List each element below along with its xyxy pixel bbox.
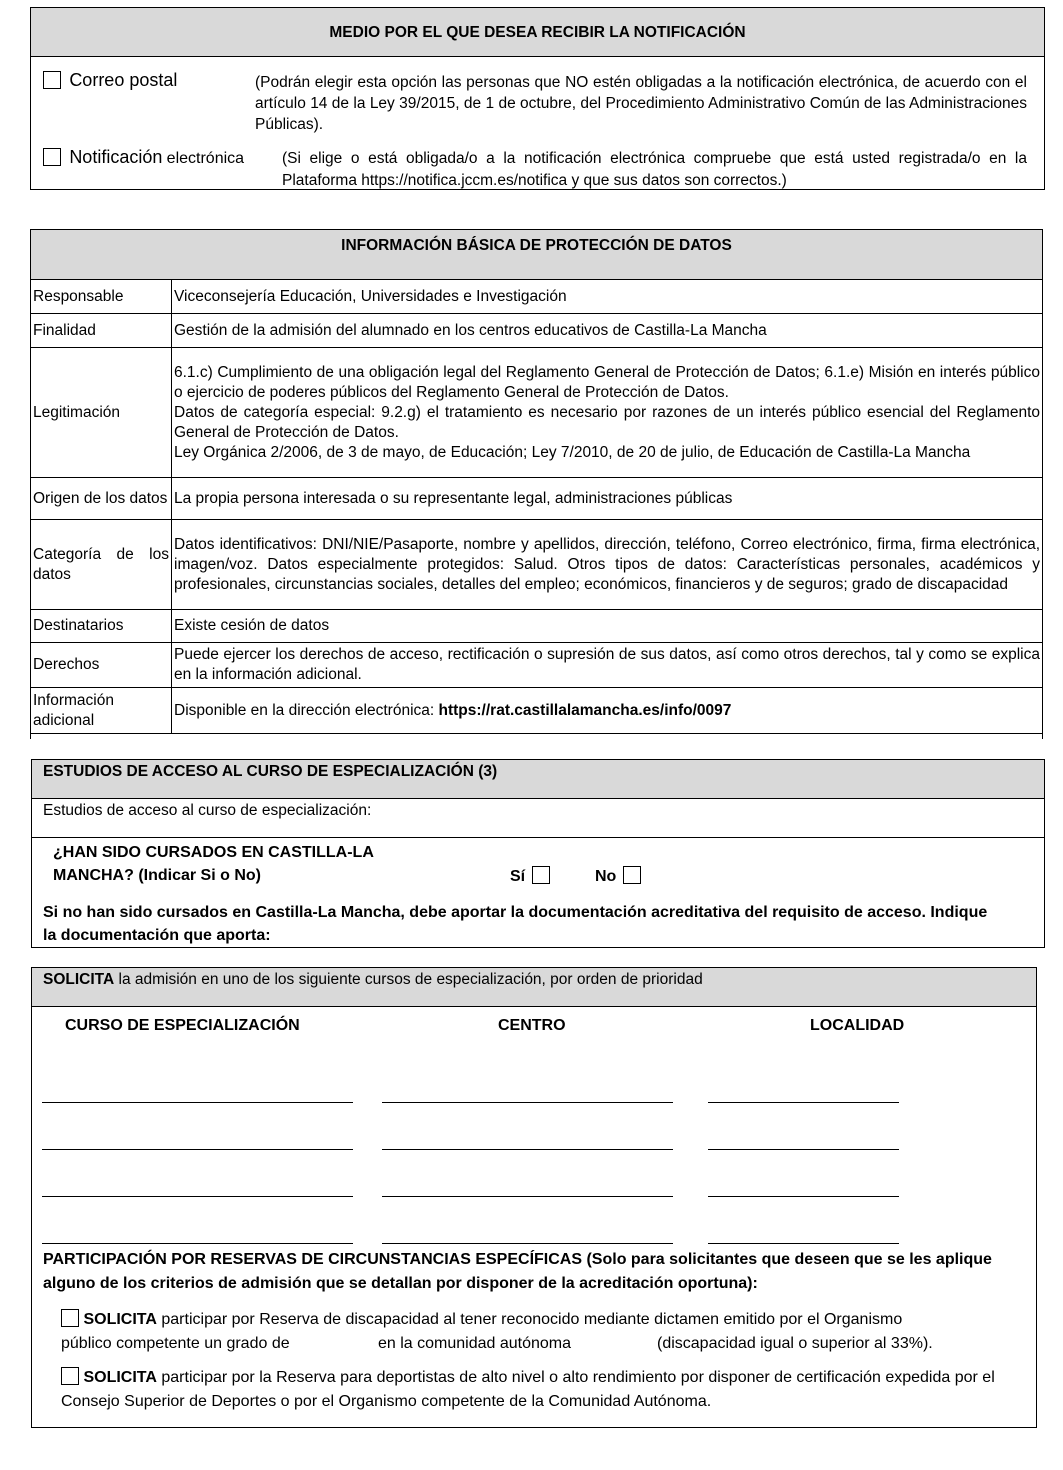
- notificacion-electronica-option[interactable]: [43, 147, 244, 168]
- table-row: [31, 314, 1043, 348]
- reserva-deportistas[interactable]: SOLICITA participar por la Reserva para deportistas de alto nivel o alto rendimiento por disponer de certificación expedida por el Consejo Superior de Deportes o por el Organismo competente de la Comunidad Autónoma.: [61, 1369, 995, 1410]
- legitimacion-line: Ley Orgánica 2/2006, de 3 de mayo, de Educación; Ley 7/2010, de 20 de julio, de Educación de Castilla-La Mancha: [174, 443, 971, 461]
- reserva-discapacidad-checkbox[interactable]: [61, 1309, 79, 1327]
- curso-3-line[interactable]: [42, 1196, 353, 1197]
- legitimacion-line: 6.1.c) Cumplimiento de una obligación legal del Reglamento General de Protección de Datos; 6.1.e) Misión en interés público o ejercicio de poderes públicos del Reglamento General de Protección de Datos.: [174, 363, 1040, 401]
- info-adicional-prefix: Disponible en la dirección electrónica:: [174, 701, 439, 719]
- notificacion-electronica-note: (Si elige o está obligada/o a la notificación electrónica compruebe que está usted registrada/o en la Plataforma https://notifica.jccm.es/notifica y que sus datos son correctos.): [282, 150, 1027, 189]
- row-label: Derechos: [31, 643, 172, 688]
- row-label: Origen de los datos: [31, 478, 172, 520]
- notificacion-electronica-checkbox[interactable]: [43, 148, 61, 166]
- col-curso-header: CURSO DE ESPECIALIZACIÓN: [65, 1017, 300, 1034]
- si-label: Sí: [510, 868, 526, 885]
- row-label: Finalidad: [31, 314, 172, 348]
- participacion-heading: PARTICIPACIÓN POR RESERVAS DE CIRCUNSTANCIAS ESPECÍFICAS (Solo para solicitantes que deseen que se les aplique alguno de los criterios de admisión que se detallan por disponer de la acreditación oportuna):: [43, 1251, 992, 1292]
- reserva-discapacidad[interactable]: SOLICITA participar por Reserva de discapacidad al tener reconocido mediante dictamen emitido por el Organismo público competente un grado de en la comunidad autónoma (discapacidad igual o superior al 33%).: [61, 1311, 933, 1352]
- no-checkbox[interactable]: [623, 866, 641, 884]
- localidad-1-line[interactable]: [708, 1102, 899, 1103]
- row-value: [172, 348, 1043, 478]
- table-row: [31, 478, 1043, 520]
- estudios-field-label: Estudios de acceso al curso de especialización:: [43, 802, 372, 819]
- info-adicional-link[interactable]: https://rat.castillalamancha.es/info/0097: [438, 701, 732, 719]
- row-value: Puede ejercer los derechos de acceso, rectificación o supresión de sus datos, así como otros derechos, tal y como se explica en la información adicional.: [172, 643, 1043, 688]
- proteccion-datos-table: [30, 279, 1043, 734]
- localidad-3-line[interactable]: [708, 1196, 899, 1197]
- legitimacion-line: Datos de categoría especial: 9.2.g) el tratamiento es necesario por razones de un interés público esencial del Reglamento General de Protección de Datos.: [174, 403, 1040, 441]
- notificacion-electronica-label: Notificación electrónica: [69, 147, 245, 167]
- row-value: Existe cesión de datos: [172, 610, 1043, 643]
- correo-postal-note: (Podrán elegir esta opción las personas que NO estén obligadas a la notificación electrónica, de acuerdo con el artículo 14 de la Ley 39/2015, de 1 de octubre, del Procedimiento Administrativo Común de las Administraciones Públicas).: [255, 74, 1027, 133]
- no-option[interactable]: [595, 866, 641, 886]
- centro-1-line[interactable]: [382, 1102, 673, 1103]
- centro-3-line[interactable]: [382, 1196, 673, 1197]
- curso-2-line[interactable]: [42, 1149, 353, 1150]
- notificacion-section: [30, 7, 1045, 190]
- table-row: [31, 688, 1043, 734]
- correo-postal-label: Correo postal: [69, 70, 178, 90]
- notificacion-header: MEDIO POR EL QUE DESEA RECIBIR LA NOTIFICACIÓN: [31, 8, 1044, 57]
- table-row: [31, 348, 1043, 478]
- correo-postal-checkbox[interactable]: [43, 71, 61, 89]
- estudios-header: ESTUDIOS DE ACCESO AL CURSO DE ESPECIALIZACIÓN (3): [32, 760, 1044, 799]
- table-row: [31, 610, 1043, 643]
- row-value: Datos identificativos: DNI/NIE/Pasaporte, nombre y apellidos, dirección, teléfono, Correo electrónico, firma, firma electrónica, imagen/voz. Datos especialmente protegidos: Salud. Otros tipos de datos: Características personales, académicos y profesionales, circunstancias sociales, detalles del empleo; económicos, financieros y de seguros; grado de discapacidad: [172, 520, 1043, 610]
- col-centro-header: CENTRO: [498, 1017, 566, 1034]
- solicita-header: SOLICITA la admisión en uno de los siguiente cursos de especialización, por orden de prioridad: [32, 968, 1036, 1007]
- row-label: Destinatarios: [31, 610, 172, 643]
- curso-4-line[interactable]: [42, 1243, 353, 1244]
- table-row: [31, 520, 1043, 610]
- proteccion-datos-header: INFORMACIÓN BÁSICA DE PROTECCIÓN DE DATOS: [31, 230, 1042, 280]
- solicita-section: [31, 967, 1037, 1428]
- proteccion-datos-section: [30, 229, 1043, 739]
- centro-2-line[interactable]: [382, 1149, 673, 1150]
- row-label: Categoría de los datos: [31, 520, 172, 610]
- row-value: Viceconsejería Educación, Universidades e Investigación: [172, 280, 1043, 314]
- row-value: Gestión de la admisión del alumnado en los centros educativos de Castilla-La Mancha: [172, 314, 1043, 348]
- curso-1-line[interactable]: [42, 1102, 353, 1103]
- si-option[interactable]: [510, 866, 550, 886]
- row-label: Información adicional: [31, 688, 172, 734]
- estudios-section: [31, 759, 1045, 948]
- correo-postal-option[interactable]: [43, 70, 177, 91]
- si-checkbox[interactable]: [532, 866, 550, 884]
- estudios-field-input[interactable]: [32, 837, 1044, 838]
- table-row: [31, 280, 1043, 314]
- table-row: [31, 643, 1043, 688]
- row-label: Responsable: [31, 280, 172, 314]
- estudios-note: Si no han sido cursados en Castilla-La Mancha, debe aportar la documentación acreditativa del requisito de acceso. Indique la documentación que aporta:: [43, 904, 988, 944]
- reserva-deportistas-checkbox[interactable]: [61, 1367, 79, 1385]
- localidad-2-line[interactable]: [708, 1149, 899, 1150]
- row-value: La propia persona interesada o su representante legal, administraciones públicas: [172, 478, 1043, 520]
- centro-4-line[interactable]: [382, 1243, 673, 1244]
- cursados-question: ¿HAN SIDO CURSADOS EN CASTILLA-LA MANCHA? (Indicar Si o No): [53, 844, 374, 884]
- no-label: No: [595, 868, 617, 885]
- row-label: Legitimación: [31, 348, 172, 478]
- col-localidad-header: LOCALIDAD: [810, 1017, 905, 1034]
- localidad-4-line[interactable]: [708, 1243, 899, 1244]
- row-value: [172, 688, 1043, 734]
